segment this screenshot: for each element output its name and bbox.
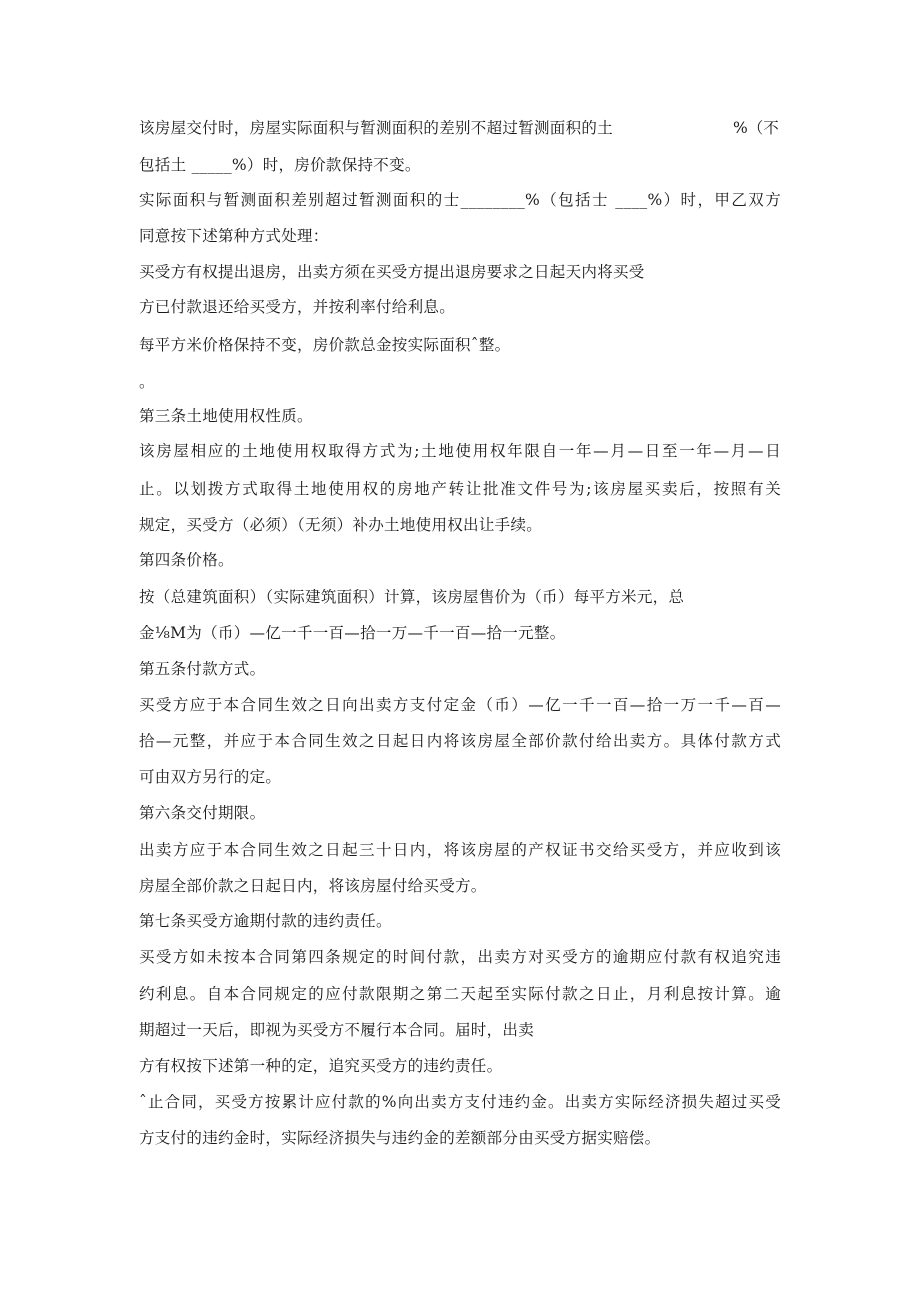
text-line: 。 [139,373,155,391]
text-line: 止。以划拨方式取得土地使用权的房地产转让批准文件号为;该房屋买卖后，按照有关 [139,480,781,498]
section-heading: 第六条交付期限。 [139,804,266,822]
section-heading: 第七条买受方逾期付款的违约责任。 [139,912,392,930]
text-line: 规定，买受方（必须）（无须）补办土地使用权出让手续。 [139,516,543,534]
text-line: 方已付款退还给买受方，并按利率付给利息。 [139,298,456,316]
text-line: 约利息。自本合同规定的应付款限期之第二天起至实际付款之日止，月利息按计算。逾 [139,985,781,1003]
text-line: 期超过一天后，即视为买受方不履行本合同。届时，出卖 [139,1021,535,1039]
text-line: 该房屋交付时，房屋实际面积与暂测面积的差别不超过暂测面积的土 [139,119,614,137]
text-line: ˆ止合同，买受方按累计应付款的%向出卖方支付违约金。出卖方实际经济损失超过买受 [139,1093,781,1111]
text-line: 该房屋相应的土地使用权取得方式为;土地使用权年限自一年—月—日至一年—月—日 [139,442,781,460]
text-line: 买受方如未按本合同第四条规定的时间付款，出卖方对买受方的逾期应付款有权追究违 [139,948,781,966]
text-line: 同意按下述第种方式处理： [139,227,329,245]
text-line: 按（总建筑面积）（实际建筑面积）计算，该房屋售价为（币）每平方米元，总 [139,588,685,606]
text-line: 方有权按下述第一种的定，追究买受方的违约责任。 [139,1057,503,1075]
section-heading: 第四条价格。 [139,551,234,569]
text-line: 可由双方另行的定。 [139,768,282,786]
text-line: 金⅛M为（币）—亿一千一百—拾一万—千一百—拾一元整。 [139,624,566,642]
text-line: 实际面积与暂测面积差别超过暂测面积的士________%（包括士 ____%）时，甲乙双方 [139,191,781,209]
text-line: 拾—元整，并应于本合同生效之日起日内将该房屋全部价款付给出卖方。具体付款方式 [139,732,781,750]
text-line-tail: %（不 [733,119,779,137]
section-heading: 第三条土地使用权性质。 [139,407,313,425]
text-line: 买受方有权提出退房，出卖方须在买受方提出退房要求之日起天内将买受 [139,263,645,281]
section-heading: 第五条付款方式。 [139,660,266,678]
text-line: 买受方应于本合同生效之日向出卖方支付定金（币）—亿一千一百—拾一万一千—百— [139,696,781,714]
text-line: 每平方米价格保持不变，房价款总金按实际面积ˆ整。 [139,336,511,354]
text-line: 房屋全部价款之日起日内，将该房屋付给买受方。 [139,877,487,895]
text-line: 包括土 _____%）时，房价款保持不变。 [139,156,421,174]
text-line: 方支付的违约金时，实际经济损失与违约金的差额部分由买受方据实赔偿。 [139,1129,661,1147]
text-line: 出卖方应于本合同生效之日起三十日内，将该房屋的产权证书交给买受方，并应收到该 [139,841,781,859]
